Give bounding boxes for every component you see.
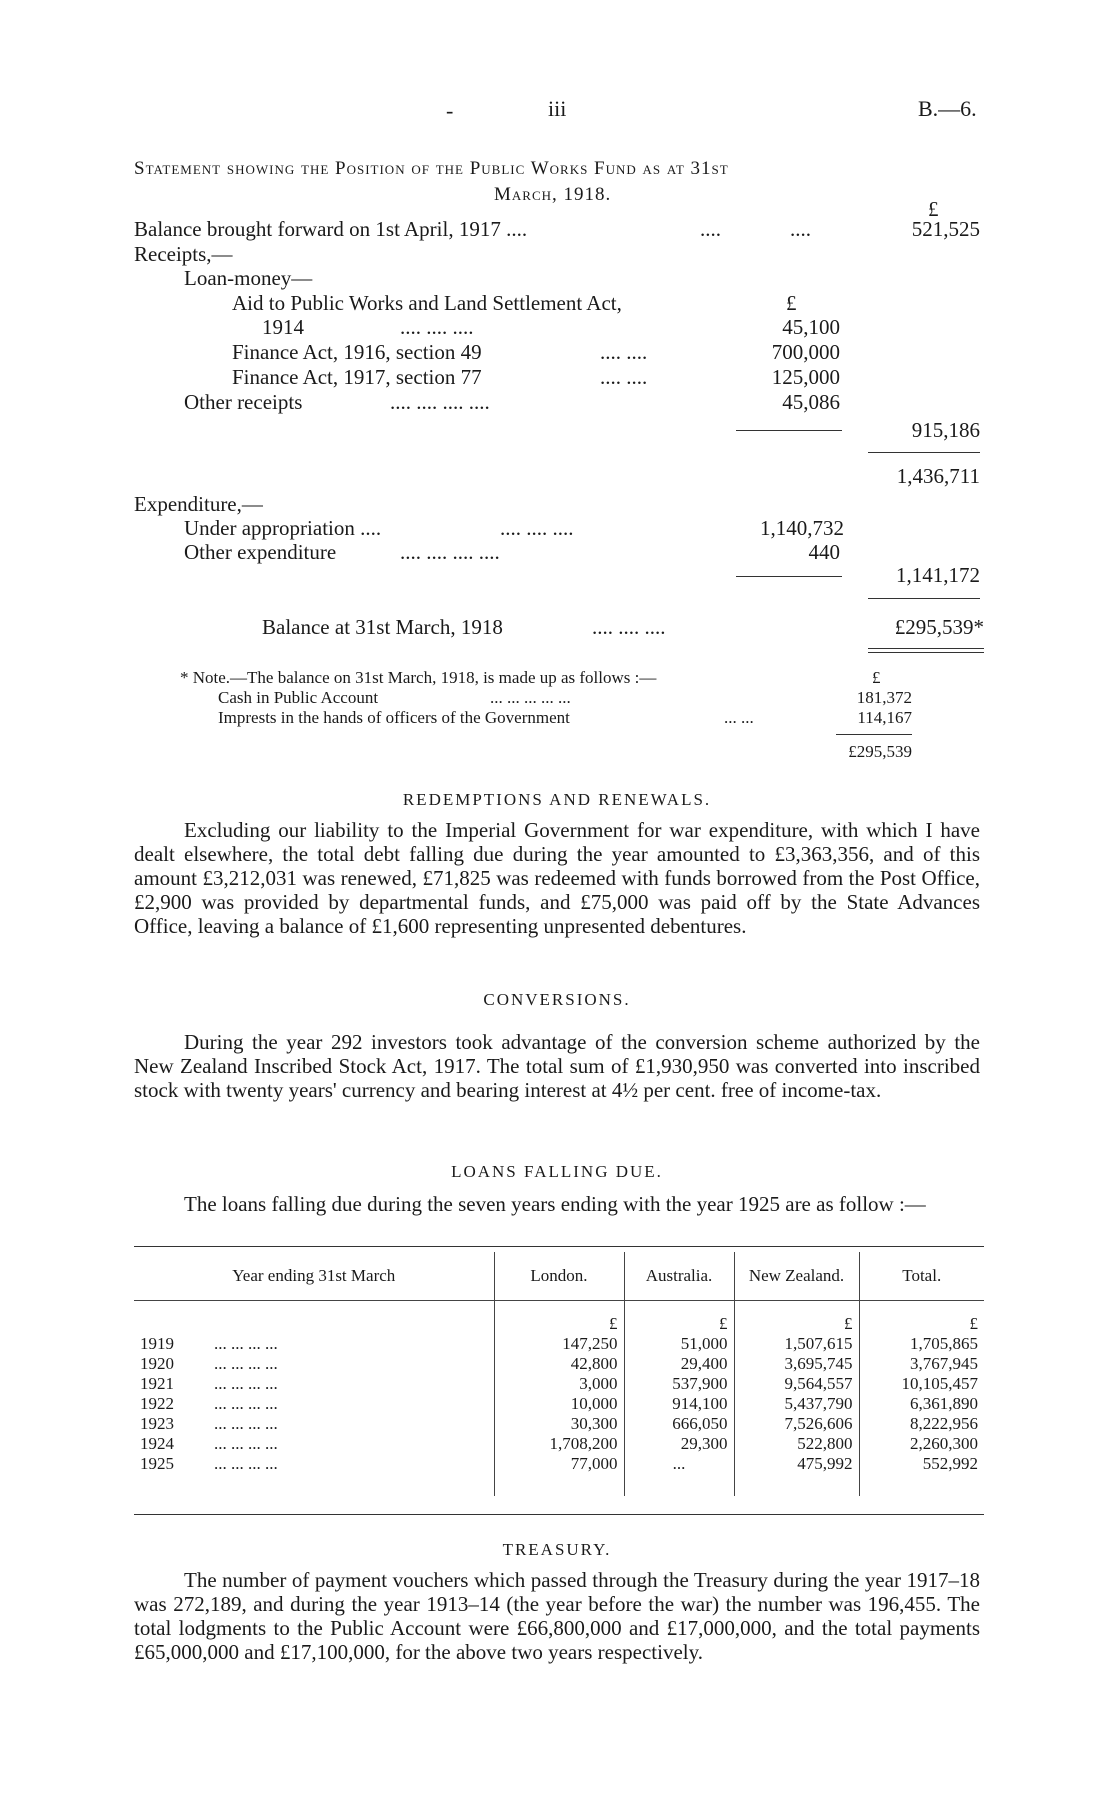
new-zealand-cell: 7,526,606 xyxy=(734,1414,859,1434)
conversions-heading: CONVERSIONS. xyxy=(483,990,631,1009)
receipts-label: Receipts,— xyxy=(134,242,233,266)
header-dash: - xyxy=(446,98,454,123)
loans-heading: LOANS FALLING DUE. xyxy=(451,1162,663,1181)
dots: ... ... ... ... xyxy=(214,1394,278,1413)
page-number: iii xyxy=(548,96,567,121)
column-header-total: Total. xyxy=(859,1252,984,1300)
dots: ... ... ... ... xyxy=(214,1334,278,1353)
table-row xyxy=(134,1414,984,1434)
dots: ... ... ... ... xyxy=(214,1414,278,1433)
other-receipts-value: 45,086 xyxy=(782,390,840,414)
year-cell: 1925 xyxy=(140,1454,174,1473)
australia-cell: 666,050 xyxy=(624,1414,734,1434)
dots: .... .... .... xyxy=(592,615,666,639)
dots: .... .... .... xyxy=(400,315,474,339)
double-rule xyxy=(868,652,984,653)
note-total-rule xyxy=(836,734,912,735)
new-zealand-cell: 5,437,790 xyxy=(734,1394,859,1414)
finance-1917-value: 125,000 xyxy=(771,365,840,389)
year-cell: 1922 xyxy=(140,1394,174,1413)
australia-cell: 914,100 xyxy=(624,1394,734,1414)
note-cash-label: Cash in Public Account xyxy=(218,688,379,707)
london-cell: 77,000 xyxy=(494,1454,624,1474)
column-header-year: Year ending 31st March xyxy=(232,1265,396,1285)
total-cell: 1,705,865 xyxy=(859,1334,984,1354)
total-rule xyxy=(868,452,980,453)
conversions-paragraph: During the year 292 investors took advantage of the conversion scheme authorized by the New Zealand Inscribed Stock Act, 1917. The total sum of £1,930,950 was converted into inscribed stock with twenty years' currency and bearing interest at 4½ per cent. free of income-tax. xyxy=(134,1030,980,1102)
dots: .... .... .... .... xyxy=(390,390,490,414)
grand-total: 1,436,711 xyxy=(896,464,980,488)
column-header-new-zealand: New Zealand. xyxy=(734,1252,859,1300)
balance-label: Balance at 31st March, 1918 xyxy=(262,615,503,639)
new-zealand-cell: 9,564,557 xyxy=(734,1374,859,1394)
other-expenditure-value: 440 xyxy=(808,540,840,564)
london-cell: 30,300 xyxy=(494,1414,624,1434)
column-header-australia: Australia. xyxy=(624,1252,734,1300)
australia-cell: ... xyxy=(624,1454,734,1474)
loans-table xyxy=(134,1252,984,1496)
currency-symbol-receipts: £ xyxy=(786,291,797,315)
other-receipts-label: Other receipts xyxy=(184,390,303,414)
currency-cell: £ xyxy=(624,1314,734,1334)
loan-money-label: Loan-money— xyxy=(184,266,313,290)
receipts-total: 915,186 xyxy=(911,418,980,442)
total-cell: 8,222,956 xyxy=(859,1414,984,1434)
year-cell: 1924 xyxy=(140,1434,174,1453)
subtotal-rule xyxy=(736,430,842,431)
total-rule xyxy=(868,598,980,599)
under-appropriation-value: 1,140,732 xyxy=(760,516,844,540)
aid-label-2: 1914 xyxy=(262,315,304,339)
year-cell: 1923 xyxy=(140,1414,174,1433)
loans-paragraph: The loans falling due during the seven years ending with the year 1925 are as follow :— xyxy=(184,1192,926,1216)
london-cell: 3,000 xyxy=(494,1374,624,1394)
total-cell: 3,767,945 xyxy=(859,1354,984,1374)
year-cell: 1920 xyxy=(140,1354,174,1373)
london-cell: 42,800 xyxy=(494,1354,624,1374)
table-row xyxy=(134,1334,984,1354)
note-intro: * Note.—The balance on 31st March, 1918, is made up as follows :— xyxy=(180,668,657,687)
table-row xyxy=(134,1374,984,1394)
australia-cell: 51,000 xyxy=(624,1334,734,1354)
table-bottom-rule xyxy=(134,1514,984,1515)
table-top-rule xyxy=(134,1246,984,1247)
dots: .... .... xyxy=(600,340,648,364)
table-row xyxy=(134,1394,984,1414)
dots: ... ... ... ... ... xyxy=(490,688,571,707)
london-cell: 10,000 xyxy=(494,1394,624,1414)
balance-forward-value: 521,525 xyxy=(911,217,980,241)
australia-cell: 29,300 xyxy=(624,1434,734,1454)
table-row xyxy=(134,1434,984,1454)
currency-symbol-totals: £ xyxy=(928,197,939,221)
new-zealand-cell: 522,800 xyxy=(734,1434,859,1454)
dots: .... .... .... xyxy=(500,516,574,540)
statement-title-line1: Statement showing the Position of the Public Works Fund as at 31st xyxy=(134,158,729,179)
dots: ... ... xyxy=(724,708,754,727)
redemptions-paragraph: Excluding our liability to the Imperial Government for war expenditure, with which I have dealt elsewhere, the total debt falling due during the year amounted to £3,363,356, and of this amount £3,212,031 was renewed, £71,825 was redeemed with funds borrowed from the Post Office, £2,900 was provided by departmental funds, and £75,000 was paid off by the State Advances Office, leaving a balance of £1,600 representing unpresented debentures. xyxy=(134,818,980,938)
table-row xyxy=(134,1454,984,1474)
london-cell: 1,708,200 xyxy=(494,1434,624,1454)
note-cash-value: 181,372 xyxy=(856,688,912,707)
balance-value: £295,539* xyxy=(894,615,984,639)
currency-cell: £ xyxy=(734,1314,859,1334)
total-cell: 10,105,457 xyxy=(859,1374,984,1394)
expenditure-label: Expenditure,— xyxy=(134,492,263,516)
dots: .... .... .... .... xyxy=(400,540,500,564)
finance-1916-label: Finance Act, 1916, section 49 xyxy=(232,340,482,364)
note-total: £295,539 xyxy=(848,742,912,761)
new-zealand-cell: 3,695,745 xyxy=(734,1354,859,1374)
year-cell: 1921 xyxy=(140,1374,174,1393)
australia-cell: 537,900 xyxy=(624,1374,734,1394)
dots: .... .... xyxy=(600,365,648,389)
under-appropriation-label: Under appropriation .... xyxy=(184,516,382,540)
year-cell: 1919 xyxy=(140,1334,174,1353)
dots: ... ... ... ... xyxy=(214,1354,278,1373)
document-reference: B.—6. xyxy=(918,96,977,121)
balance-forward-label: Balance brought forward on 1st April, 1917 .... xyxy=(134,217,528,241)
dots: ... ... ... ... xyxy=(214,1454,278,1473)
finance-1917-label: Finance Act, 1917, section 77 xyxy=(232,365,482,389)
redemptions-heading: REDEMPTIONS AND RENEWALS. xyxy=(402,790,712,809)
expenditure-total: 1,141,172 xyxy=(896,563,980,587)
australia-cell: 29,400 xyxy=(624,1354,734,1374)
aid-value: 45,100 xyxy=(782,315,840,339)
total-cell: 2,260,300 xyxy=(859,1434,984,1454)
dots: ... ... ... ... xyxy=(214,1374,278,1393)
treasury-paragraph: The number of payment vouchers which passed through the Treasury during the year 1917–18 was 272,189, and during the year 1913–14 (the year before the war) the number was 196,455. The total lodgments to the Public Account were £66,800,000 and £17,000,000, and the total payments £65,000,000 and £17,100,000, for the above two years respectively. xyxy=(134,1568,980,1664)
currency-cell: £ xyxy=(494,1314,624,1334)
note-currency-symbol: £ xyxy=(872,668,881,687)
double-rule xyxy=(868,648,984,649)
new-zealand-cell: 475,992 xyxy=(734,1454,859,1474)
new-zealand-cell: 1,507,615 xyxy=(734,1334,859,1354)
subtotal-rule xyxy=(736,576,842,577)
treasury-heading: TREASURY. xyxy=(502,1540,612,1559)
total-cell: 552,992 xyxy=(859,1454,984,1474)
currency-cell: £ xyxy=(859,1314,984,1334)
table-row xyxy=(134,1354,984,1374)
dots: ... ... ... ... xyxy=(214,1434,278,1453)
other-expenditure-label: Other expenditure xyxy=(184,540,337,564)
total-cell: 6,361,890 xyxy=(859,1394,984,1414)
aid-label-1: Aid to Public Works and Land Settlement Act, xyxy=(232,291,622,315)
note-imprests-value: 114,167 xyxy=(857,708,912,727)
dots: .... xyxy=(790,217,811,241)
column-header-london: London. xyxy=(494,1252,624,1300)
finance-1916-value: 700,000 xyxy=(771,340,840,364)
london-cell: 147,250 xyxy=(494,1334,624,1354)
note-imprests-label: Imprests in the hands of officers of the Government xyxy=(218,708,570,727)
statement-title-line2: March, 1918. xyxy=(494,184,612,205)
dots: .... xyxy=(700,217,721,241)
